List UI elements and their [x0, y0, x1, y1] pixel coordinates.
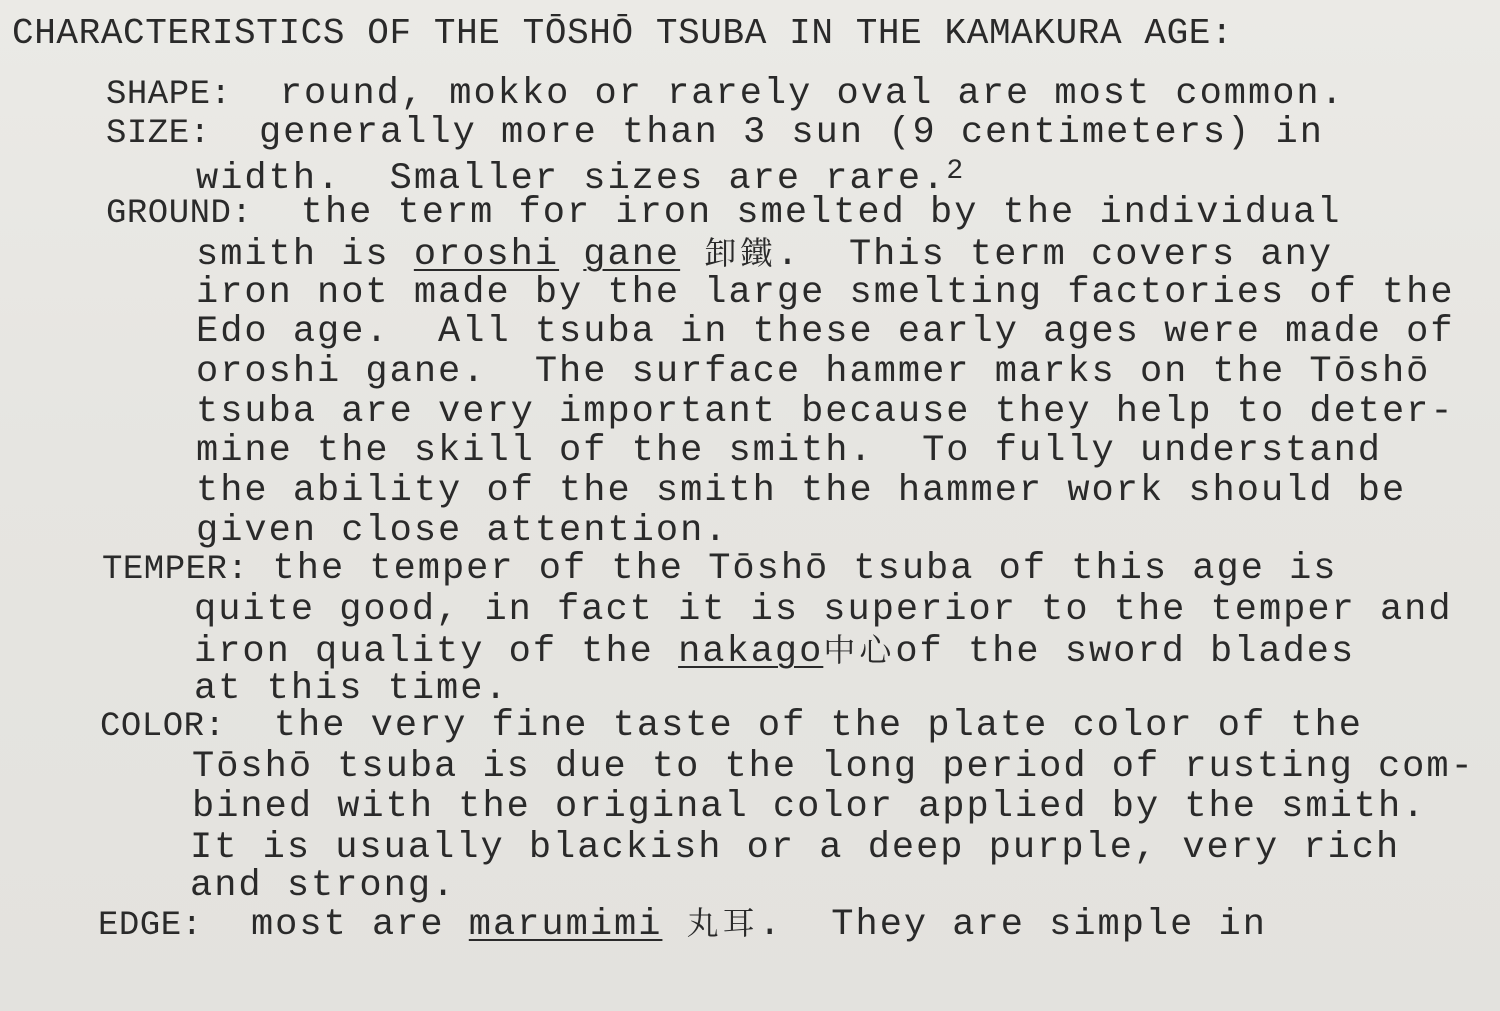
color-entry: [100, 706, 1363, 747]
term-nakago: nakago: [678, 631, 824, 673]
color-text-line1: the very fine taste of the plate color of the: [273, 705, 1364, 747]
color-label: COLOR:: [100, 708, 226, 746]
temper-line-3: [194, 630, 1355, 672]
footnote-marker: 2: [946, 156, 964, 187]
shape-text: round, mokko or rarely oval are most common.: [279, 73, 1345, 115]
color-line-5: and strong.: [190, 865, 457, 907]
temper-entry: [102, 549, 1338, 590]
ground-line-2: [196, 233, 1333, 275]
color-line-4: It is usually blackish or a deep purple, very rich: [190, 827, 1401, 869]
temper-text-line1: the temper of the Tōshō tsuba of this age is: [272, 548, 1338, 590]
ground-text-line2-start: smith is: [196, 234, 414, 276]
shape-label: SHAPE:: [106, 76, 232, 114]
size-label: SIZE:: [106, 115, 211, 153]
term-oroshi: oroshi: [413, 234, 560, 276]
ground-label: GROUND:: [106, 195, 253, 233]
ground-line-6: tsuba are very important because they help to deter-: [196, 391, 1455, 433]
shape-entry: [106, 74, 1345, 115]
size-text-line2: width. Smaller sizes are rare.: [196, 158, 947, 200]
ground-text-line2-end: . This term covers any: [776, 234, 1334, 276]
edge-label: EDGE:: [98, 907, 203, 945]
term-marumimi: marumimi: [468, 904, 663, 946]
temper-line-4: at this time.: [194, 668, 509, 710]
page-title: CHARACTERISTICS OF THE TŌSHŌ TSUBA IN THE KAMAKURA AGE:: [12, 13, 1234, 54]
kanji-oroshi-gane: 卸鐵: [704, 234, 777, 272]
term-gane: gane: [583, 234, 681, 276]
color-line-3: bined with the original color applied by the smith.: [192, 786, 1427, 828]
ground-line-9: given close attention.: [196, 510, 729, 552]
ground-line-8: the ability of the smith the hammer work should be: [196, 470, 1407, 512]
kanji-marumimi: 丸耳: [686, 904, 759, 942]
temper-label: TEMPER:: [102, 551, 249, 589]
edge-text-end: . They are simple in: [758, 904, 1267, 946]
temper-text-line3-start: iron quality of the: [194, 631, 679, 673]
size-entry: [106, 113, 1324, 154]
ground-entry: [106, 193, 1342, 234]
ground-line-7: mine the skill of the smith. To fully understand: [196, 430, 1382, 472]
ground-line-3: iron not made by the large smelting factories of the: [196, 272, 1455, 314]
ground-line-5: oroshi gane. The surface hammer marks on the Tōshō: [196, 351, 1431, 393]
size-text-line1: generally more than 3 sun (9 centimeters) in: [258, 112, 1324, 154]
kanji-nakago: 中心: [823, 631, 896, 669]
edge-entry: [98, 903, 1267, 946]
temper-text-line3-end: of the sword blades: [895, 631, 1356, 673]
ground-text-line1: the term for iron smelted by the individual: [300, 192, 1342, 234]
color-line-2: Tōshō tsuba is due to the long period of rusting com-: [192, 746, 1475, 788]
temper-line-2: quite good, in fact it is superior to the temper and: [194, 589, 1453, 631]
edge-text-start: most are: [250, 904, 469, 946]
ground-line-4: Edo age. All tsuba in these early ages were made of: [196, 311, 1455, 353]
